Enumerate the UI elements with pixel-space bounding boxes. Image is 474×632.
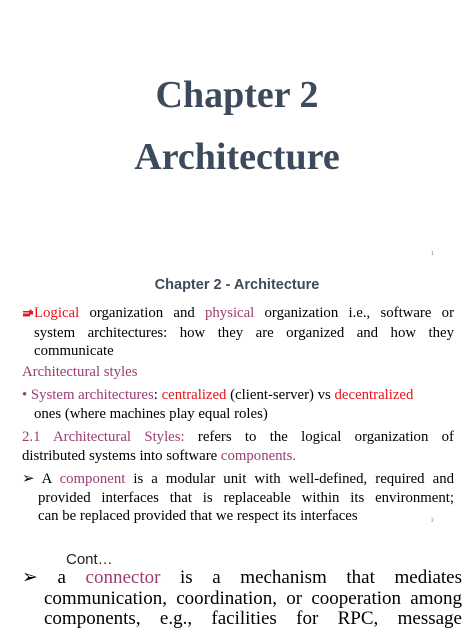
cont-label: Cont… (66, 551, 113, 568)
slide-heading: Chapter 2 - Architecture (154, 277, 320, 293)
page-number: 2 (431, 518, 434, 524)
slide-title-line1: Chapter 2 (155, 74, 319, 116)
slide-3 (0, 546, 474, 632)
paragraph-logical-physical: Logical organization and physical organization i.e., software or system architectures: how they are organized and how they communicate (22, 304, 454, 361)
arrow-bullet-connector: ➢ a connector is a mechanism that mediates communication, coordination, or cooperation among components, e.g., facilities for RPC, message (22, 567, 463, 629)
page-number: 1 (431, 251, 434, 257)
slide-2 (0, 262, 474, 546)
section-2-1-paragraph: 2.1 Architectural Styles: refers to the logical organization of distributed systems into software components. (22, 429, 454, 464)
arrow-bullet-icon: ➢ (22, 567, 38, 588)
slide-title-line2: Architecture (134, 136, 340, 178)
slide-1 (0, 0, 474, 262)
arrow-bullet-component: ➢ A component is a modular unit with well-defined, required and provided interfaces that is replaceable within its environment; can be replaced provided that we respect its interfaces (22, 471, 454, 524)
architectural-styles-label: Architectural styles (22, 364, 138, 380)
pointing-hand-icon (22, 305, 34, 324)
arrow-bullet-icon: ➢ (22, 471, 35, 487)
bullet-system-architectures: • System architectures: centralized (client-server) vs decentralized ones (where machines play equal roles) (22, 387, 414, 422)
